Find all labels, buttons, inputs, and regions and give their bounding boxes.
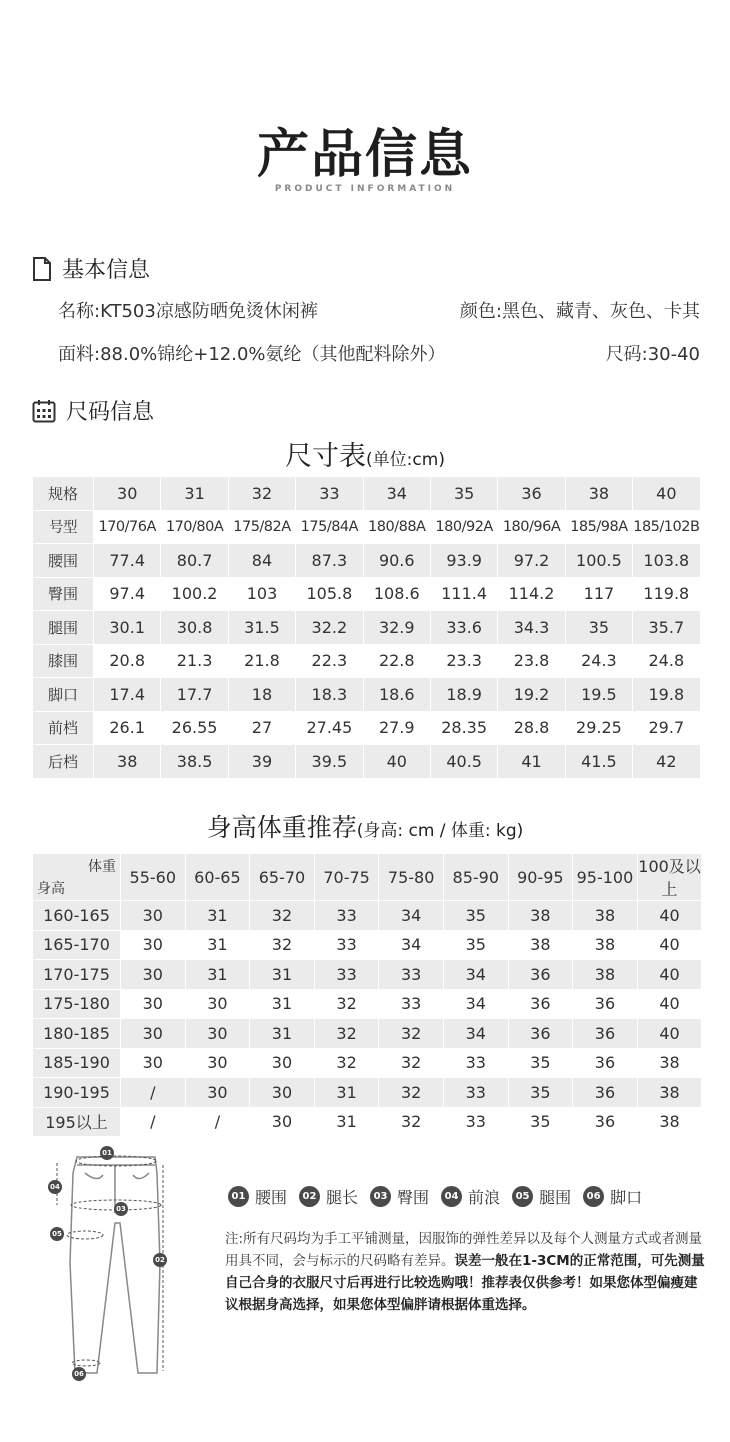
size-row-label: 膝围 [33, 644, 94, 678]
hw-cell: / [121, 1078, 186, 1108]
hw-table-row [33, 1107, 702, 1137]
corner-weight-label: 体重 [88, 859, 116, 875]
size-cell: 18.6 [363, 678, 430, 712]
hw-cell: 31 [185, 901, 250, 931]
size-cell: 87.3 [296, 544, 363, 578]
size-row-label: 号型 [33, 510, 94, 544]
size-info-heading-text: 尺码信息 [66, 400, 155, 425]
legend-item [299, 1185, 358, 1208]
basic-info-heading [32, 253, 150, 284]
hw-table-row [33, 1078, 702, 1108]
size-cell: 103 [228, 577, 295, 611]
hw-cell: 33 [314, 901, 379, 931]
size-cell: 42 [633, 745, 700, 779]
size-cell: 19.8 [633, 678, 700, 712]
hw-cell: 30 [250, 1078, 315, 1108]
hw-cell: 30 [250, 1107, 315, 1137]
hw-cell: 38 [508, 930, 573, 960]
diagram-label-06: 06 [72, 1367, 86, 1381]
legend-number-badge: 06 [583, 1186, 604, 1207]
size-cell: 97.2 [498, 544, 565, 578]
size-cell: 180/88A [363, 510, 430, 544]
hw-cell: 34 [443, 960, 508, 990]
size-cell: 17.7 [161, 678, 228, 712]
hw-cell: 31 [250, 989, 315, 1019]
pants-diagram [45, 1143, 185, 1388]
size-table-row [33, 644, 701, 678]
size-cell: 21.8 [228, 644, 295, 678]
size-cell: 170/76A [94, 510, 161, 544]
hw-cell: 32 [314, 989, 379, 1019]
size-cell: 29.7 [633, 711, 700, 745]
size-cell: 19.2 [498, 678, 565, 712]
hw-cell: 36 [573, 989, 638, 1019]
hw-cell: 31 [314, 1107, 379, 1137]
hw-cell: 34 [443, 989, 508, 1019]
legend-label: 腰围 [255, 1188, 288, 1207]
size-note [225, 1228, 705, 1316]
size-table-unit: (单位:cm) [366, 450, 445, 470]
legend-label: 脚口 [610, 1188, 643, 1207]
size-cell: 24.3 [565, 644, 632, 678]
size-cell: 35 [430, 477, 497, 511]
size-cell: 84 [228, 544, 295, 578]
size-cell: 23.3 [430, 644, 497, 678]
size-cell: 114.2 [498, 577, 565, 611]
product-fabric: 面料:88.0%锦纶+12.0%氨纶（其他配料除外） [58, 344, 446, 365]
hw-table-row [33, 901, 702, 931]
legend-label: 臀围 [397, 1188, 430, 1207]
size-cell: 80.7 [161, 544, 228, 578]
hw-table-row [33, 930, 702, 960]
weight-header-cell: 55-60 [121, 854, 186, 901]
hw-cell: 31 [185, 930, 250, 960]
height-row-label: 185-190 [33, 1048, 121, 1078]
size-cell: 40 [633, 477, 700, 511]
size-cell: 93.9 [430, 544, 497, 578]
size-row-label: 腿围 [33, 611, 94, 645]
size-note-bold: 误差一般在1-3CM的正常范围，可先测量自己合身的衣服尺寸后再进行比较选购哦！推荐表仅供参考！如果您体型偏瘦建议根据身高选择，如果您体型偏胖请根据体重选择。 [225, 1253, 705, 1313]
hw-cell: 38 [573, 960, 638, 990]
size-row-label: 脚口 [33, 678, 94, 712]
size-row-label: 后档 [33, 745, 94, 779]
legend-number-badge: 05 [512, 1186, 533, 1207]
hw-cell: / [121, 1107, 186, 1137]
hw-cell: 32 [250, 930, 315, 960]
hw-cell: 33 [314, 960, 379, 990]
size-cell: 22.3 [296, 644, 363, 678]
legend-label: 前浪 [468, 1188, 501, 1207]
hw-cell: 30 [185, 1048, 250, 1078]
hw-cell: 30 [121, 930, 186, 960]
size-cell: 32 [228, 477, 295, 511]
size-cell: 18.3 [296, 678, 363, 712]
size-cell: 38 [565, 477, 632, 511]
legend-item [583, 1185, 642, 1208]
size-cell: 36 [498, 477, 565, 511]
size-cell: 77.4 [94, 544, 161, 578]
size-cell: 103.8 [633, 544, 700, 578]
size-cell: 170/80A [161, 510, 228, 544]
size-cell: 32.2 [296, 611, 363, 645]
size-cell: 40.5 [430, 745, 497, 779]
hw-cell: 33 [443, 1078, 508, 1108]
size-cell: 41 [498, 745, 565, 779]
hw-cell: 31 [185, 960, 250, 990]
hw-cell: 31 [250, 1019, 315, 1049]
size-cell: 19.5 [565, 678, 632, 712]
size-cell: 90.6 [363, 544, 430, 578]
hw-cell: 32 [314, 1019, 379, 1049]
hw-table-row [33, 989, 702, 1019]
size-cell: 97.4 [94, 577, 161, 611]
size-row-label: 腰围 [33, 544, 94, 578]
size-cell: 30 [94, 477, 161, 511]
size-cell: 175/84A [296, 510, 363, 544]
height-row-label: 175-180 [33, 989, 121, 1019]
hw-cell: 30 [185, 1019, 250, 1049]
diagram-label-04: 04 [48, 1180, 62, 1194]
hw-cell: 38 [637, 1048, 702, 1078]
size-cell: 30.1 [94, 611, 161, 645]
hw-cell: 38 [573, 901, 638, 931]
legend-number-badge: 04 [441, 1186, 462, 1207]
size-cell: 27 [228, 711, 295, 745]
size-cell: 17.4 [94, 678, 161, 712]
hw-cell: 30 [250, 1048, 315, 1078]
size-row-label: 前档 [33, 711, 94, 745]
legend-number-badge: 02 [299, 1186, 320, 1207]
hw-cell: 36 [573, 1078, 638, 1108]
hw-cell: 36 [508, 1019, 573, 1049]
hw-table-row [33, 1048, 702, 1078]
size-cell: 18.9 [430, 678, 497, 712]
size-cell: 39 [228, 745, 295, 779]
height-row-label: 190-195 [33, 1078, 121, 1108]
size-cell: 108.6 [363, 577, 430, 611]
hw-cell: 40 [637, 989, 702, 1019]
size-cell: 119.8 [633, 577, 700, 611]
hw-cell: 36 [573, 1048, 638, 1078]
size-cell: 27.45 [296, 711, 363, 745]
size-cell: 100.2 [161, 577, 228, 611]
weight-header-cell: 60-65 [185, 854, 250, 901]
weight-header-cell: 70-75 [314, 854, 379, 901]
hw-cell: 35 [508, 1048, 573, 1078]
size-table-row [33, 711, 701, 745]
hw-cell: 32 [379, 1078, 444, 1108]
size-cell: 40 [363, 745, 430, 779]
hw-cell: 32 [314, 1048, 379, 1078]
hw-cell: 32 [379, 1019, 444, 1049]
hw-cell: 30 [121, 960, 186, 990]
legend-item [370, 1185, 429, 1208]
size-cell: 38 [94, 745, 161, 779]
size-cell: 185/102B [633, 510, 700, 544]
size-table-row [33, 477, 701, 511]
size-table-title-main: 尺寸表 [285, 441, 367, 472]
legend-item [441, 1185, 500, 1208]
hw-cell: 36 [508, 989, 573, 1019]
height-row-label: 160-165 [33, 901, 121, 931]
size-cell: 24.8 [633, 644, 700, 678]
size-table-row [33, 678, 701, 712]
hw-table-row [33, 1019, 702, 1049]
size-row-label: 规格 [33, 477, 94, 511]
hw-table-unit: (身高: cm / 体重: kg) [356, 821, 524, 841]
size-info-heading [32, 395, 154, 426]
hw-cell: 30 [185, 989, 250, 1019]
size-table-row [33, 577, 701, 611]
size-cell: 31.5 [228, 611, 295, 645]
size-cell: 39.5 [296, 745, 363, 779]
hw-cell: / [185, 1107, 250, 1137]
height-row-label: 165-170 [33, 930, 121, 960]
weight-header-cell: 100及以上 [637, 854, 702, 901]
hw-cell: 35 [508, 1107, 573, 1137]
hw-cell: 38 [637, 1107, 702, 1137]
legend-number-badge: 01 [228, 1186, 249, 1207]
hw-cell: 34 [443, 1019, 508, 1049]
size-cell: 34.3 [498, 611, 565, 645]
hw-cell: 38 [637, 1078, 702, 1108]
legend-label: 腿围 [539, 1188, 572, 1207]
size-cell: 26.1 [94, 711, 161, 745]
diagram-label-03: 03 [114, 1202, 128, 1216]
page-subtitle: PRODUCT INFORMATION [274, 184, 456, 194]
size-table-row [33, 510, 701, 544]
corner-height-label: 身高 [37, 881, 65, 897]
size-cell: 29.25 [565, 711, 632, 745]
basic-info-heading-text: 基本信息 [62, 258, 151, 283]
hw-cell: 36 [573, 1019, 638, 1049]
hw-cell: 30 [121, 989, 186, 1019]
hw-cell: 31 [314, 1078, 379, 1108]
size-cell: 20.8 [94, 644, 161, 678]
hw-cell: 33 [443, 1107, 508, 1137]
size-cell: 35.7 [633, 611, 700, 645]
size-cell: 117 [565, 577, 632, 611]
hw-cell: 30 [121, 1019, 186, 1049]
size-cell: 185/98A [565, 510, 632, 544]
size-cell: 31 [161, 477, 228, 511]
hw-cell: 33 [314, 930, 379, 960]
hw-cell: 34 [379, 901, 444, 931]
calendar-icon [32, 399, 56, 423]
hw-table [32, 853, 702, 1137]
size-cell: 27.9 [363, 711, 430, 745]
hw-cell: 38 [508, 901, 573, 931]
weight-header-cell: 85-90 [443, 854, 508, 901]
size-cell: 18 [228, 678, 295, 712]
size-cell: 34 [363, 477, 430, 511]
size-cell: 180/96A [498, 510, 565, 544]
size-cell: 33.6 [430, 611, 497, 645]
size-cell: 38.5 [161, 745, 228, 779]
diagram-label-05: 05 [50, 1227, 64, 1241]
size-cell: 21.3 [161, 644, 228, 678]
size-table [32, 476, 701, 779]
size-table-row [33, 544, 701, 578]
hw-cell: 35 [443, 901, 508, 931]
size-cell: 23.8 [498, 644, 565, 678]
size-cell: 28.35 [430, 711, 497, 745]
product-color: 颜色:黑色、藏青、灰色、卡其 [459, 301, 700, 322]
size-cell: 105.8 [296, 577, 363, 611]
product-size-range: 尺码:30-40 [605, 344, 700, 365]
hw-table-row [33, 960, 702, 990]
hw-cell: 32 [250, 901, 315, 931]
hw-cell: 34 [379, 930, 444, 960]
size-table-row [33, 611, 701, 645]
size-cell: 22.8 [363, 644, 430, 678]
legend-item [512, 1185, 571, 1208]
height-row-label: 180-185 [33, 1019, 121, 1049]
weight-header-cell: 75-80 [379, 854, 444, 901]
measurement-legend [228, 1185, 654, 1208]
size-row-label: 臀围 [33, 577, 94, 611]
hw-cell: 40 [637, 960, 702, 990]
height-row-label: 170-175 [33, 960, 121, 990]
size-cell: 26.55 [161, 711, 228, 745]
hw-cell: 40 [637, 930, 702, 960]
hw-cell: 33 [443, 1048, 508, 1078]
height-row-label: 195以上 [33, 1107, 121, 1137]
legend-item [228, 1185, 287, 1208]
hw-cell: 30 [121, 1048, 186, 1078]
size-cell: 28.8 [498, 711, 565, 745]
hw-table-corner [33, 854, 121, 901]
size-cell: 30.8 [161, 611, 228, 645]
hw-cell: 32 [379, 1107, 444, 1137]
hw-cell: 32 [379, 1048, 444, 1078]
size-cell: 175/82A [228, 510, 295, 544]
document-icon [32, 257, 52, 281]
hw-cell: 30 [121, 901, 186, 931]
hw-cell: 35 [508, 1078, 573, 1108]
hw-cell: 31 [250, 960, 315, 990]
legend-number-badge: 03 [370, 1186, 391, 1207]
product-name: 名称:KT503凉感防晒免烫休闲裤 [58, 301, 318, 322]
hw-cell: 36 [508, 960, 573, 990]
page-title: 产品信息 [256, 125, 473, 185]
size-cell: 111.4 [430, 577, 497, 611]
size-note-normal: 注:所有尺码均为手工平铺测量，因服饰的弹性差异以及每个人测量方式或者测量用具不同，会与标示的尺码略有差异。 [225, 1231, 703, 1269]
hw-table-title-main: 身高体重推荐 [206, 813, 357, 842]
size-cell: 35 [565, 611, 632, 645]
size-table-title [0, 434, 730, 473]
diagram-label-01: 01 [100, 1146, 114, 1160]
weight-header-cell: 90-95 [508, 854, 573, 901]
hw-cell: 33 [379, 960, 444, 990]
hw-cell: 35 [443, 930, 508, 960]
legend-label: 腿长 [326, 1188, 359, 1207]
size-cell: 41.5 [565, 745, 632, 779]
hw-cell: 40 [637, 1019, 702, 1049]
hw-cell: 40 [637, 901, 702, 931]
size-cell: 100.5 [565, 544, 632, 578]
size-table-row [33, 745, 701, 779]
hw-cell: 33 [379, 989, 444, 1019]
hw-cell: 30 [185, 1078, 250, 1108]
hw-cell: 38 [573, 930, 638, 960]
weight-header-cell: 65-70 [250, 854, 315, 901]
weight-header-cell: 95-100 [573, 854, 638, 901]
size-cell: 33 [296, 477, 363, 511]
size-cell: 180/92A [430, 510, 497, 544]
diagram-label-02: 02 [153, 1253, 167, 1267]
size-cell: 32.9 [363, 611, 430, 645]
hw-cell: 36 [573, 1107, 638, 1137]
hw-table-title [0, 808, 730, 844]
